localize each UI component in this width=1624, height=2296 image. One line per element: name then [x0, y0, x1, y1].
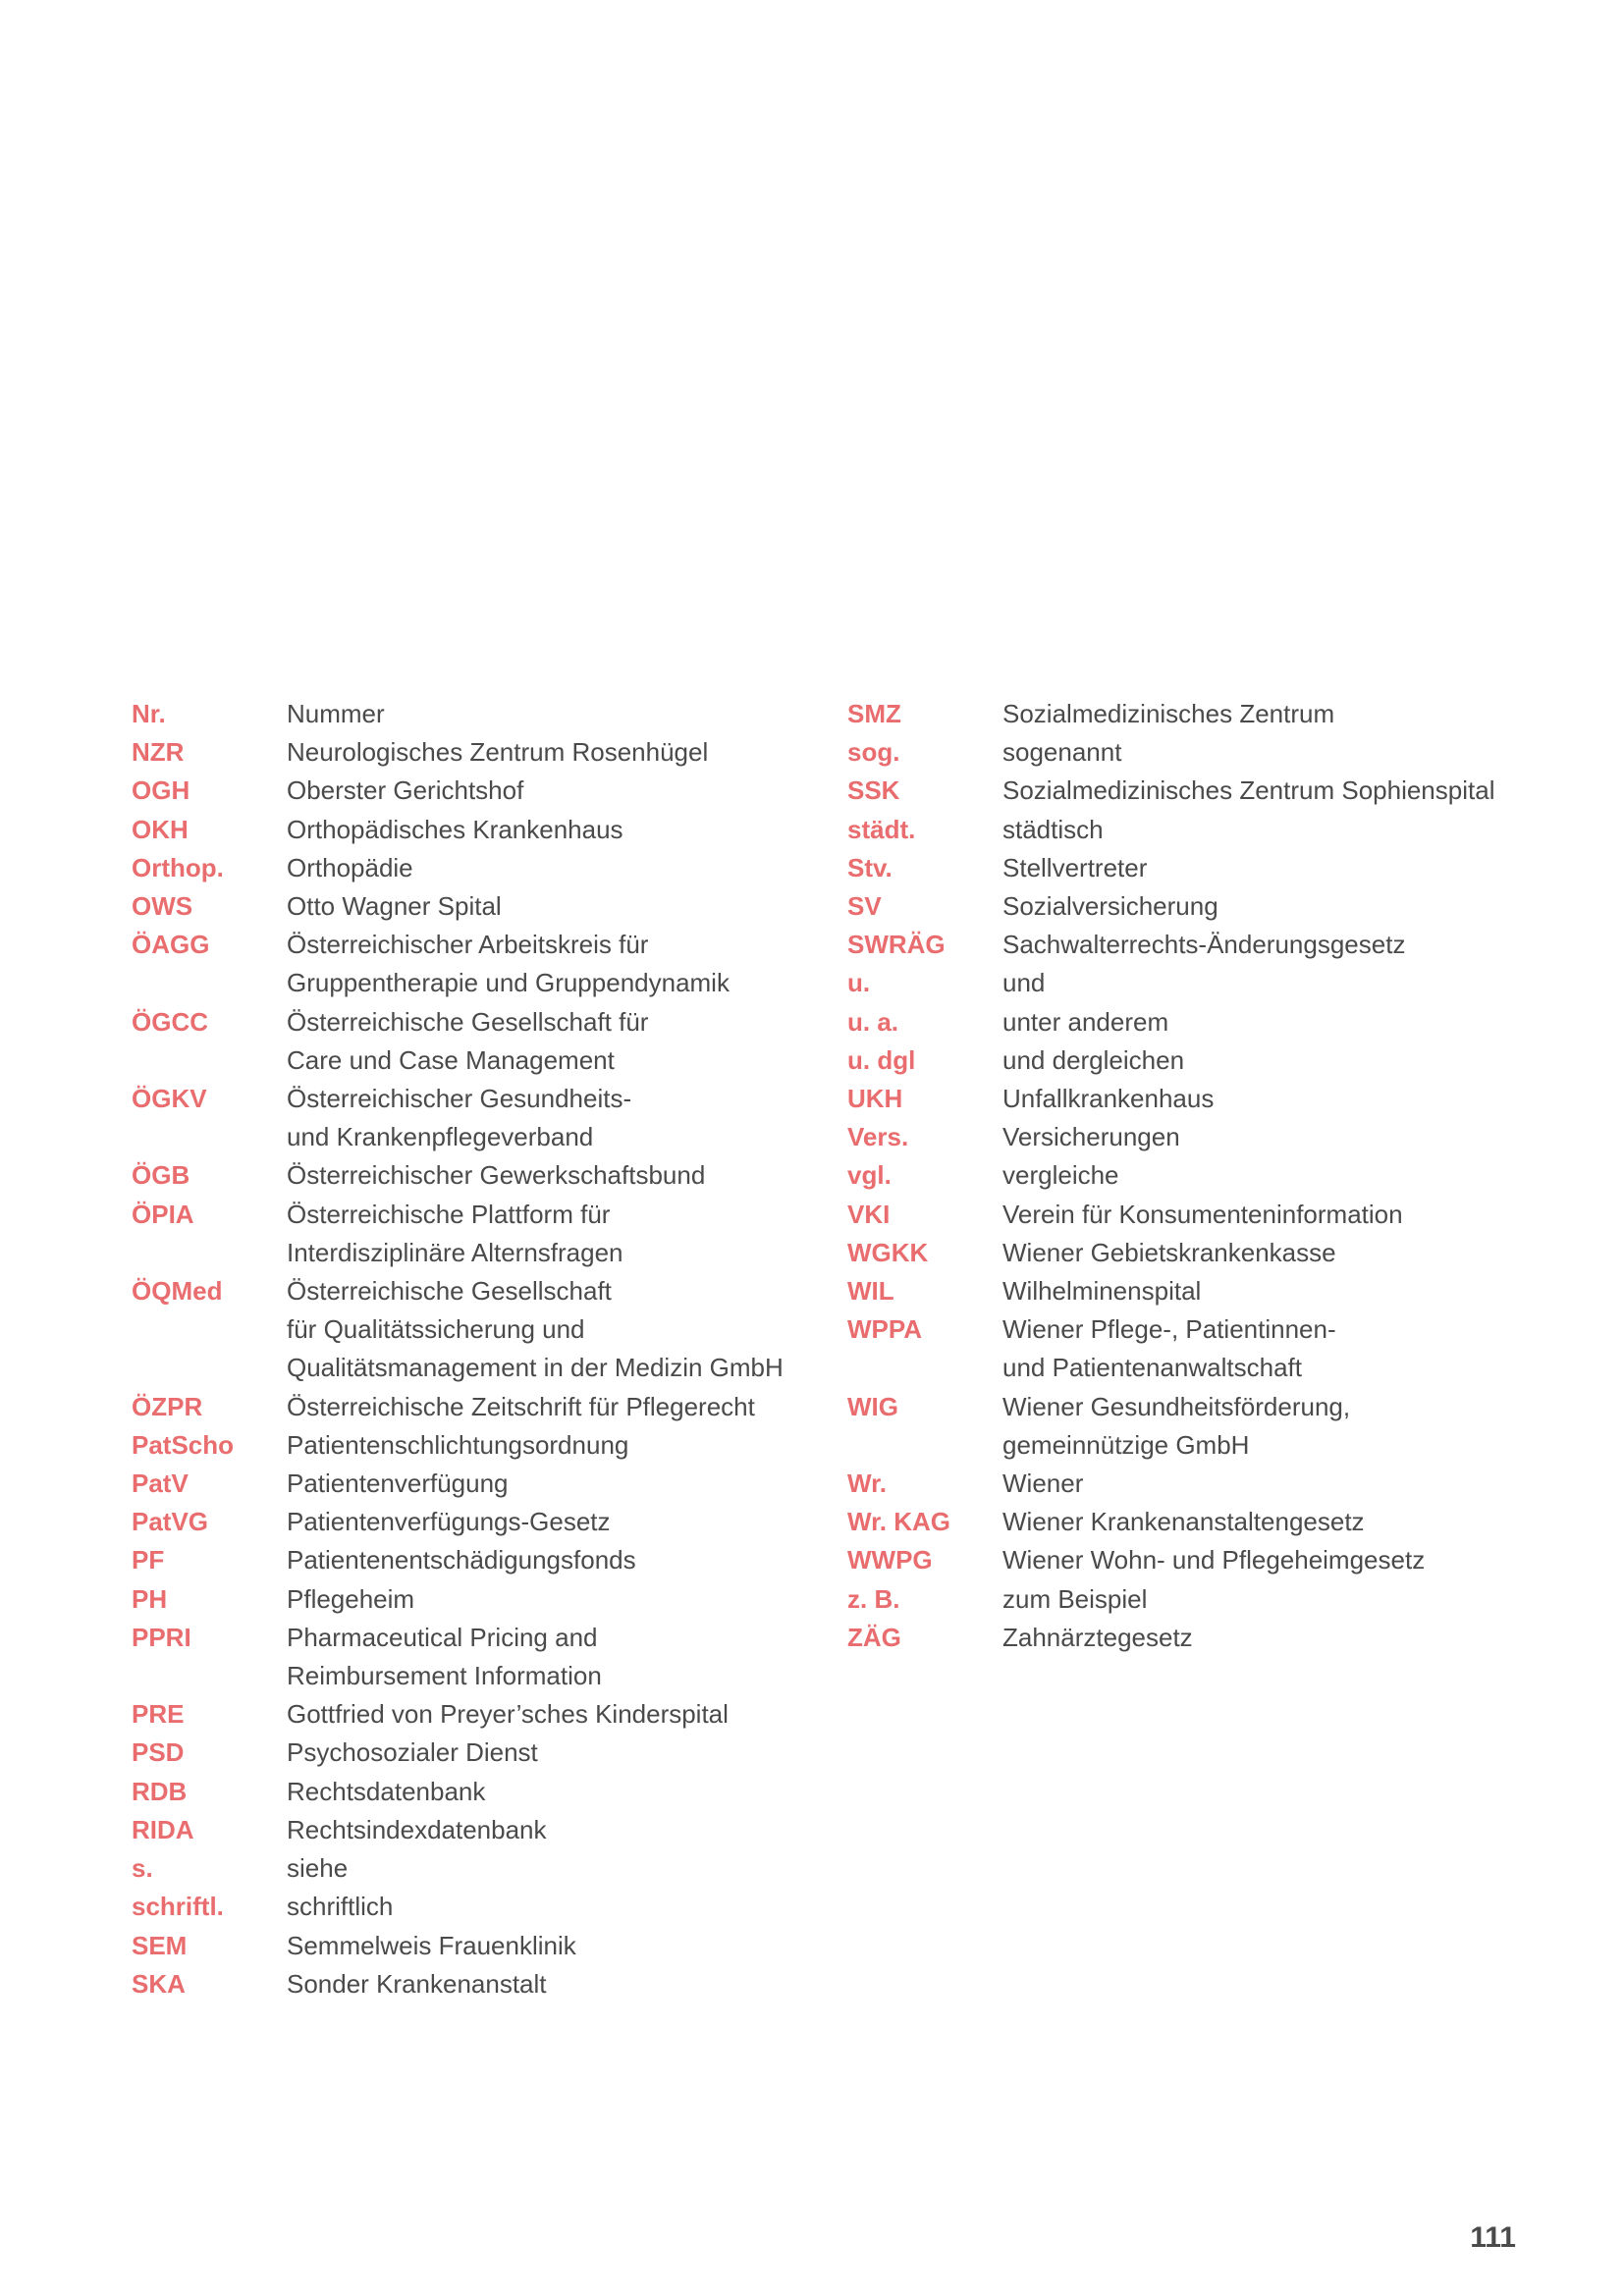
abbreviation-entry: [132, 1580, 819, 1619]
abbreviation-term: ÖQMed: [132, 1276, 223, 1307]
page-number: 111: [1470, 2221, 1516, 2254]
abbreviation-term: PF: [132, 1545, 165, 1575]
abbreviation-meaning: Sonder Krankenanstalt: [287, 1968, 547, 1999]
abbreviation-entry: [132, 1272, 819, 1388]
abbreviation-term: WPPA: [847, 1314, 923, 1345]
abbreviation-entry: [132, 887, 819, 926]
abbreviation-term: OKH: [132, 814, 189, 844]
abbreviation-term: ÖGKV: [132, 1084, 207, 1114]
abbreviation-entry: [132, 1465, 819, 1503]
abbreviation-term: SSK: [847, 775, 900, 806]
abbreviation-term: Orthop.: [132, 852, 224, 882]
abbreviation-meaning: Wiener: [1002, 1468, 1084, 1499]
abbreviation-entry: [847, 772, 1535, 810]
abbreviation-meaning: Wilhelminenspital: [1002, 1276, 1202, 1307]
abbreviation-entry: [132, 1080, 819, 1156]
abbreviation-meaning: Wiener Gesundheitsförderung, gemeinnützige GmbH: [1002, 1391, 1351, 1460]
abbreviation-term: schriftl.: [132, 1892, 224, 1922]
abbreviation-meaning: schriftlich: [287, 1892, 394, 1922]
abbreviation-term: WIG: [847, 1391, 898, 1421]
abbreviation-meaning: Unfallkrankenhaus: [1002, 1084, 1215, 1114]
abbreviation-term: RDB: [132, 1776, 188, 1806]
abbreviation-meaning: vergleiche: [1002, 1160, 1119, 1191]
abbreviation-meaning: Patientenverfügungs-Gesetz: [287, 1507, 611, 1537]
abbreviation-entry: [847, 1503, 1535, 1541]
abbreviation-entry: [847, 849, 1535, 887]
abbreviation-list-right: [847, 695, 1535, 1657]
abbreviation-term: ÖZPR: [132, 1391, 203, 1421]
abbreviation-meaning: Sozialmedizinisches Zentrum Sophienspital: [1002, 775, 1495, 806]
abbreviation-entry: [132, 1003, 819, 1080]
abbreviation-meaning: Österreichischer Gesundheits- und Krankenpflegeverband: [287, 1084, 632, 1152]
abbreviation-entry: [132, 695, 819, 733]
abbreviation-term: OGH: [132, 775, 190, 806]
abbreviation-meaning: Wiener Wohn- und Pflegeheimgesetz: [1002, 1545, 1426, 1575]
abbreviation-meaning: Österreichischer Arbeitskreis für Gruppentherapie und Gruppendynamik: [287, 930, 730, 998]
abbreviation-meaning: Orthopädisches Krankenhaus: [287, 814, 623, 844]
abbreviation-meaning: Oberster Gerichtshof: [287, 775, 524, 806]
abbreviation-list-left: [132, 695, 819, 2003]
abbreviation-meaning: Patientenverfügung: [287, 1468, 509, 1499]
abbreviation-entry: [132, 1541, 819, 1579]
abbreviation-term: ÖAGG: [132, 930, 210, 960]
abbreviation-term: Stv.: [847, 852, 893, 882]
abbreviation-entry: [132, 733, 819, 772]
abbreviation-meaning: Pharmaceutical Pricing and Reimbursement Information: [287, 1622, 602, 1691]
abbreviation-entry: [847, 695, 1535, 733]
abbreviation-entry: [132, 1888, 819, 1926]
abbreviation-entry: [847, 1310, 1535, 1387]
abbreviation-term: SEM: [132, 1930, 188, 1960]
abbreviation-meaning: Sozialmedizinisches Zentrum: [1002, 699, 1335, 728]
abbreviation-entry: [847, 964, 1535, 1002]
abbreviation-meaning: zum Beispiel: [1002, 1583, 1148, 1614]
abbreviation-term: ÖGB: [132, 1160, 190, 1191]
abbreviation-entry: [847, 1041, 1535, 1080]
abbreviation-entry: [132, 1965, 819, 2003]
abbreviation-meaning: Verein für Konsumenteninformation: [1002, 1199, 1403, 1229]
abbreviation-meaning: Rechtsdatenbank: [287, 1776, 486, 1806]
abbreviation-term: PRE: [132, 1699, 185, 1730]
abbreviation-entry: [132, 849, 819, 887]
abbreviation-term: SV: [847, 891, 882, 922]
abbreviation-term: PSD: [132, 1737, 185, 1768]
abbreviation-meaning: Österreichische Gesellschaft für Qualitätssicherung und Qualitätsmanagement in der Medizin GmbH: [287, 1276, 784, 1383]
abbreviation-entry: [847, 1541, 1535, 1579]
abbreviation-meaning: Otto Wagner Spital: [287, 891, 502, 922]
abbreviation-term: NZR: [132, 737, 185, 768]
abbreviation-meaning: Patientenschlichtungsordnung: [287, 1429, 629, 1460]
abbreviation-term: u. a.: [847, 1006, 899, 1037]
abbreviation-term: SMZ: [847, 699, 901, 728]
abbreviation-term: Vers.: [847, 1122, 909, 1152]
abbreviation-entry: [132, 1156, 819, 1195]
abbreviation-entry: [132, 1927, 819, 1965]
abbreviation-entry: [847, 1234, 1535, 1272]
abbreviation-term: PatV: [132, 1468, 189, 1499]
abbreviation-entry: [847, 1272, 1535, 1310]
abbreviation-term: VKI: [847, 1199, 891, 1229]
abbreviation-entry: [847, 1388, 1535, 1465]
abbreviation-meaning: Patientenentschädigungsfonds: [287, 1545, 636, 1575]
abbreviation-entry: [847, 1080, 1535, 1118]
abbreviation-meaning: Pflegeheim: [287, 1583, 415, 1614]
abbreviation-entry: [132, 1388, 819, 1426]
abbreviation-meaning: Nummer: [287, 699, 385, 728]
abbreviation-term: vgl.: [847, 1160, 892, 1191]
abbreviation-term: OWS: [132, 891, 193, 922]
abbreviation-term: u. dgl: [847, 1044, 916, 1075]
abbreviation-entry: [132, 1619, 819, 1695]
abbreviation-meaning: Rechtsindexdatenbank: [287, 1814, 547, 1844]
abbreviation-meaning: Österreichische Plattform für Interdisziplinäre Alternsfragen: [287, 1199, 623, 1267]
abbreviation-entry: [132, 772, 819, 810]
abbreviation-meaning: Gottfried von Preyer’sches Kinderspital: [287, 1699, 729, 1730]
abbreviation-meaning: unter anderem: [1002, 1006, 1169, 1037]
abbreviation-entry: [132, 811, 819, 849]
abbreviation-meaning: und: [1002, 968, 1046, 998]
abbreviation-entry: [847, 1619, 1535, 1657]
abbreviation-meaning: Semmelweis Frauenklinik: [287, 1930, 576, 1960]
abbreviation-term: ÖGCC: [132, 1006, 208, 1037]
abbreviation-term: Wr.: [847, 1468, 887, 1499]
abbreviation-term: ÖPIA: [132, 1199, 194, 1229]
abbreviation-meaning: Zahnärztegesetz: [1002, 1622, 1193, 1652]
abbreviation-term: u.: [847, 968, 871, 998]
abbreviation-term: PPRI: [132, 1622, 191, 1652]
abbreviation-term: PatVG: [132, 1507, 209, 1537]
abbreviation-term: Wr. KAG: [847, 1507, 950, 1537]
abbreviation-term: UKH: [847, 1084, 903, 1114]
abbreviation-entry: [847, 811, 1535, 849]
abbreviation-term: SKA: [132, 1968, 186, 1999]
abbreviation-entry: [132, 1773, 819, 1811]
abbreviation-entry: [847, 733, 1535, 772]
abbreviation-entry: [847, 1156, 1535, 1195]
abbreviation-meaning: Österreichische Gesellschaft für Care und Case Management: [287, 1006, 649, 1075]
abbreviation-term: WIL: [847, 1276, 894, 1307]
abbreviation-entry: [132, 1426, 819, 1465]
abbreviation-entry: [847, 1580, 1535, 1619]
abbreviation-entry: [132, 1734, 819, 1772]
abbreviation-term: WWPG: [847, 1545, 933, 1575]
abbreviation-entry: [132, 1849, 819, 1888]
abbreviation-meaning: Österreichische Zeitschrift für Pflegerecht: [287, 1391, 755, 1421]
abbreviation-term: ZÄG: [847, 1622, 901, 1652]
abbreviation-meaning: Neurologisches Zentrum Rosenhügel: [287, 737, 709, 768]
abbreviation-term: städt.: [847, 814, 916, 844]
abbreviation-term: PH: [132, 1583, 168, 1614]
abbreviation-entry: [847, 926, 1535, 964]
abbreviation-meaning: Orthopädie: [287, 852, 413, 882]
abbreviation-entry: [847, 1465, 1535, 1503]
abbreviation-meaning: Sachwalterrechts-Änderungsgesetz: [1002, 930, 1406, 960]
abbreviation-meaning: siehe: [287, 1853, 349, 1884]
abbreviation-term: WGKK: [847, 1237, 929, 1267]
abbreviation-term: PatScho: [132, 1429, 235, 1460]
abbreviation-meaning: sogenannt: [1002, 737, 1122, 768]
abbreviation-meaning: und dergleichen: [1002, 1044, 1185, 1075]
abbreviation-term: s.: [132, 1853, 153, 1884]
abbreviation-entry: [132, 1196, 819, 1272]
abbreviation-meaning: Versicherungen: [1002, 1122, 1180, 1152]
abbreviation-entry: [132, 926, 819, 1002]
abbreviation-meaning: städtisch: [1002, 814, 1104, 844]
abbreviation-entry: [847, 1118, 1535, 1156]
abbreviation-meaning: Psychosozialer Dienst: [287, 1737, 538, 1768]
abbreviation-meaning: Wiener Krankenanstaltengesetz: [1002, 1507, 1365, 1537]
abbreviation-meaning: Wiener Pflege-, Patientinnen- und Patientenanwaltschaft: [1002, 1314, 1336, 1383]
abbreviation-term: Nr.: [132, 699, 166, 728]
abbreviation-entry: [847, 1003, 1535, 1041]
abbreviation-entry: [132, 1811, 819, 1849]
abbreviation-entry: [847, 1196, 1535, 1234]
abbreviation-meaning: Wiener Gebietskrankenkasse: [1002, 1237, 1336, 1267]
abbreviation-entry: [132, 1503, 819, 1541]
abbreviation-term: z. B.: [847, 1583, 900, 1614]
abbreviation-meaning: Österreichischer Gewerkschaftsbund: [287, 1160, 706, 1191]
abbreviation-term: RIDA: [132, 1814, 194, 1844]
abbreviation-entry: [132, 1695, 819, 1734]
abbreviation-entry: [847, 887, 1535, 926]
abbreviation-meaning: Sozialversicherung: [1002, 891, 1218, 922]
abbreviation-term: sog.: [847, 737, 900, 768]
abbreviation-meaning: Stellvertreter: [1002, 852, 1148, 882]
abbreviation-term: SWRÄG: [847, 930, 946, 960]
